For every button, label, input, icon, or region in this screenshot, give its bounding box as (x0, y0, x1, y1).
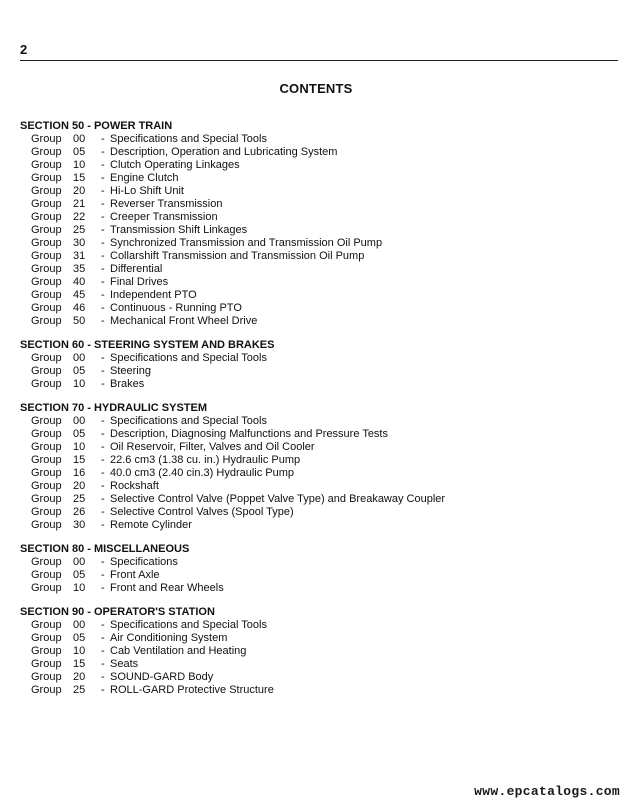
section-heading[interactable]: SECTION 70 - HYDRAULIC SYSTEM (20, 402, 208, 414)
group-separator: - (101, 645, 105, 657)
group-label: Group (31, 519, 62, 531)
toc-entry[interactable] (20, 378, 620, 391)
group-title: Selective Control Valves (Spool Type) (110, 506, 294, 518)
group-title: Creeper Transmission (110, 211, 218, 223)
group-number: 22 (73, 211, 86, 223)
group-title: Front Axle (110, 569, 160, 581)
toc-entry[interactable] (20, 519, 620, 532)
group-title: Specifications and Special Tools (110, 133, 267, 145)
toc-entry[interactable] (20, 684, 620, 697)
group-title: Description, Diagnosing Malfunctions and Pressure Tests (110, 428, 388, 440)
toc-entry[interactable] (20, 569, 620, 582)
toc-entry[interactable] (20, 619, 620, 632)
group-separator: - (101, 506, 105, 518)
group-label: Group (31, 632, 62, 644)
table-of-contents (20, 120, 620, 708)
toc-entry[interactable] (20, 250, 620, 263)
group-separator: - (101, 185, 105, 197)
group-label: Group (31, 250, 62, 262)
group-separator: - (101, 378, 105, 390)
group-label: Group (31, 289, 62, 301)
group-separator: - (101, 441, 105, 453)
group-title: Collarshift Transmission and Transmission Oil Pump (110, 250, 365, 262)
group-separator: - (101, 315, 105, 327)
group-separator: - (101, 480, 105, 492)
header-rule (20, 60, 618, 61)
group-label: Group (31, 352, 62, 364)
group-separator: - (101, 684, 105, 696)
group-separator: - (101, 619, 105, 631)
group-separator: - (101, 172, 105, 184)
toc-entry[interactable] (20, 302, 620, 315)
toc-entry[interactable] (20, 671, 620, 684)
group-title: Specifications and Special Tools (110, 415, 267, 427)
group-separator: - (101, 569, 105, 581)
group-separator: - (101, 519, 105, 531)
group-label: Group (31, 684, 62, 696)
group-number: 05 (73, 632, 86, 644)
toc-section (20, 543, 620, 595)
group-number: 31 (73, 250, 86, 262)
toc-entry[interactable] (20, 645, 620, 658)
group-label: Group (31, 493, 62, 505)
group-number: 46 (73, 302, 86, 314)
toc-entry[interactable] (20, 133, 620, 146)
group-label: Group (31, 146, 62, 158)
toc-entry[interactable] (20, 415, 620, 428)
toc-entry[interactable] (20, 263, 620, 276)
toc-entry[interactable] (20, 146, 620, 159)
group-number: 16 (73, 467, 86, 479)
group-separator: - (101, 428, 105, 440)
toc-entry[interactable] (20, 582, 620, 595)
group-number: 20 (73, 480, 86, 492)
group-number: 10 (73, 441, 86, 453)
toc-entry[interactable] (20, 289, 620, 302)
group-number: 05 (73, 569, 86, 581)
group-number: 00 (73, 619, 86, 631)
group-number: 26 (73, 506, 86, 518)
group-label: Group (31, 315, 62, 327)
group-title: Transmission Shift Linkages (110, 224, 248, 236)
group-separator: - (101, 263, 105, 275)
group-label: Group (31, 556, 62, 568)
toc-entry[interactable] (20, 211, 620, 224)
group-number: 10 (73, 159, 86, 171)
group-number: 30 (73, 519, 86, 531)
group-label: Group (31, 276, 62, 288)
group-label: Group (31, 569, 62, 581)
group-separator: - (101, 198, 105, 210)
toc-section (20, 120, 620, 328)
group-number: 45 (73, 289, 86, 301)
toc-entry[interactable] (20, 493, 620, 506)
group-label: Group (31, 185, 62, 197)
toc-entry[interactable] (20, 506, 620, 519)
group-separator: - (101, 352, 105, 364)
toc-entry[interactable] (20, 365, 620, 378)
group-title: Steering (110, 365, 151, 377)
toc-entry[interactable] (20, 237, 620, 250)
group-title: Selective Control Valve (Poppet Valve Type) and Breakaway Coupler (110, 493, 446, 505)
section-heading[interactable]: SECTION 80 - MISCELLANEOUS (20, 543, 190, 555)
group-title: Oil Reservoir, Filter, Valves and Oil Cooler (110, 441, 315, 453)
group-title: Mechanical Front Wheel Drive (110, 315, 258, 327)
group-separator: - (101, 632, 105, 644)
group-label: Group (31, 454, 62, 466)
group-separator: - (101, 493, 105, 505)
group-separator: - (101, 467, 105, 479)
group-number: 10 (73, 378, 86, 390)
toc-entry[interactable] (20, 454, 620, 467)
group-title: Continuous - Running PTO (110, 302, 242, 314)
section-heading[interactable]: SECTION 90 - OPERATOR'S STATION (20, 606, 215, 618)
group-number: 15 (73, 172, 86, 184)
group-label: Group (31, 365, 62, 377)
group-title: Air Conditioning System (110, 632, 228, 644)
group-title: Front and Rear Wheels (110, 582, 224, 594)
group-label: Group (31, 480, 62, 492)
group-label: Group (31, 467, 62, 479)
group-title: Remote Cylinder (110, 519, 192, 531)
group-separator: - (101, 415, 105, 427)
group-number: 25 (73, 493, 86, 505)
group-title: ROLL-GARD Protective Structure (110, 684, 274, 696)
group-label: Group (31, 133, 62, 145)
group-label: Group (31, 428, 62, 440)
group-number: 25 (73, 224, 86, 236)
toc-entry[interactable] (20, 276, 620, 289)
group-title: Cab Ventilation and Heating (110, 645, 247, 657)
toc-entry[interactable] (20, 185, 620, 198)
toc-section (20, 402, 620, 532)
group-number: 10 (73, 582, 86, 594)
page-number: 2 (20, 42, 28, 57)
group-separator: - (101, 276, 105, 288)
group-title: 22.6 cm3 (1.38 cu. in.) Hydraulic Pump (110, 454, 301, 466)
group-number: 00 (73, 415, 86, 427)
group-title: Specifications and Special Tools (110, 352, 267, 364)
group-label: Group (31, 415, 62, 427)
page-title: CONTENTS (279, 81, 353, 96)
group-label: Group (31, 441, 62, 453)
group-number: 05 (73, 146, 86, 158)
toc-entry[interactable] (20, 556, 620, 569)
group-separator: - (101, 671, 105, 683)
toc-entry[interactable] (20, 172, 620, 185)
group-number: 10 (73, 645, 86, 657)
toc-section (20, 606, 620, 697)
group-number: 20 (73, 671, 86, 683)
group-title: Clutch Operating Linkages (110, 159, 240, 171)
toc-section (20, 339, 620, 391)
group-number: 25 (73, 684, 86, 696)
group-label: Group (31, 198, 62, 210)
group-number: 00 (73, 133, 86, 145)
toc-entry[interactable] (20, 467, 620, 480)
group-label: Group (31, 671, 62, 683)
section-heading[interactable]: SECTION 50 - POWER TRAIN (20, 120, 173, 132)
toc-entry[interactable] (20, 658, 620, 671)
group-label: Group (31, 263, 62, 275)
toc-entry[interactable] (20, 428, 620, 441)
group-number: 00 (73, 556, 86, 568)
group-title: Specifications (110, 556, 178, 568)
group-separator: - (101, 302, 105, 314)
group-label: Group (31, 378, 62, 390)
group-number: 20 (73, 185, 86, 197)
group-title: Reverser Transmission (110, 198, 223, 210)
group-label: Group (31, 211, 62, 223)
group-separator: - (101, 454, 105, 466)
group-label: Group (31, 619, 62, 631)
toc-entry[interactable] (20, 632, 620, 645)
group-number: 30 (73, 237, 86, 249)
group-separator: - (101, 250, 105, 262)
group-label: Group (31, 159, 62, 171)
toc-entry[interactable] (20, 480, 620, 493)
group-label: Group (31, 582, 62, 594)
toc-entry[interactable] (20, 198, 620, 211)
group-title: Hi-Lo Shift Unit (110, 185, 184, 197)
group-number: 35 (73, 263, 86, 275)
group-separator: - (101, 159, 105, 171)
group-separator: - (101, 224, 105, 236)
group-title: Final Drives (110, 276, 169, 288)
group-title: Specifications and Special Tools (110, 619, 267, 631)
group-separator: - (101, 556, 105, 568)
toc-entry[interactable] (20, 159, 620, 172)
group-separator: - (101, 365, 105, 377)
group-number: 50 (73, 315, 86, 327)
group-label: Group (31, 237, 62, 249)
group-number: 05 (73, 365, 86, 377)
group-label: Group (31, 658, 62, 670)
group-title: Independent PTO (110, 289, 197, 301)
group-title: Synchronized Transmission and Transmission Oil Pump (110, 237, 383, 249)
group-number: 00 (73, 352, 86, 364)
group-title: Rockshaft (110, 480, 159, 492)
group-separator: - (101, 146, 105, 158)
toc-entry[interactable] (20, 352, 620, 365)
toc-entry[interactable] (20, 441, 620, 454)
group-label: Group (31, 224, 62, 236)
group-label: Group (31, 506, 62, 518)
group-separator: - (101, 289, 105, 301)
group-number: 15 (73, 454, 86, 466)
group-separator: - (101, 658, 105, 670)
group-number: 15 (73, 658, 86, 670)
toc-entry[interactable] (20, 224, 620, 237)
group-title: SOUND-GARD Body (110, 671, 214, 683)
group-title: Brakes (110, 378, 145, 390)
group-separator: - (101, 237, 105, 249)
watermark-url[interactable]: www.epcatalogs.com (474, 784, 620, 799)
group-label: Group (31, 645, 62, 657)
group-label: Group (31, 172, 62, 184)
group-label: Group (31, 302, 62, 314)
group-number: 40 (73, 276, 86, 288)
group-title: Differential (110, 263, 163, 275)
group-title: Description, Operation and Lubricating System (110, 146, 338, 158)
group-title: 40.0 cm3 (2.40 cin.3) Hydraulic Pump (110, 467, 295, 479)
section-heading[interactable]: SECTION 60 - STEERING SYSTEM AND BRAKES (20, 339, 275, 351)
toc-entry[interactable] (20, 315, 620, 328)
group-title: Seats (110, 658, 139, 670)
group-title: Engine Clutch (110, 172, 179, 184)
group-separator: - (101, 133, 105, 145)
group-number: 05 (73, 428, 86, 440)
group-number: 21 (73, 198, 86, 210)
group-separator: - (101, 211, 105, 223)
group-separator: - (101, 582, 105, 594)
